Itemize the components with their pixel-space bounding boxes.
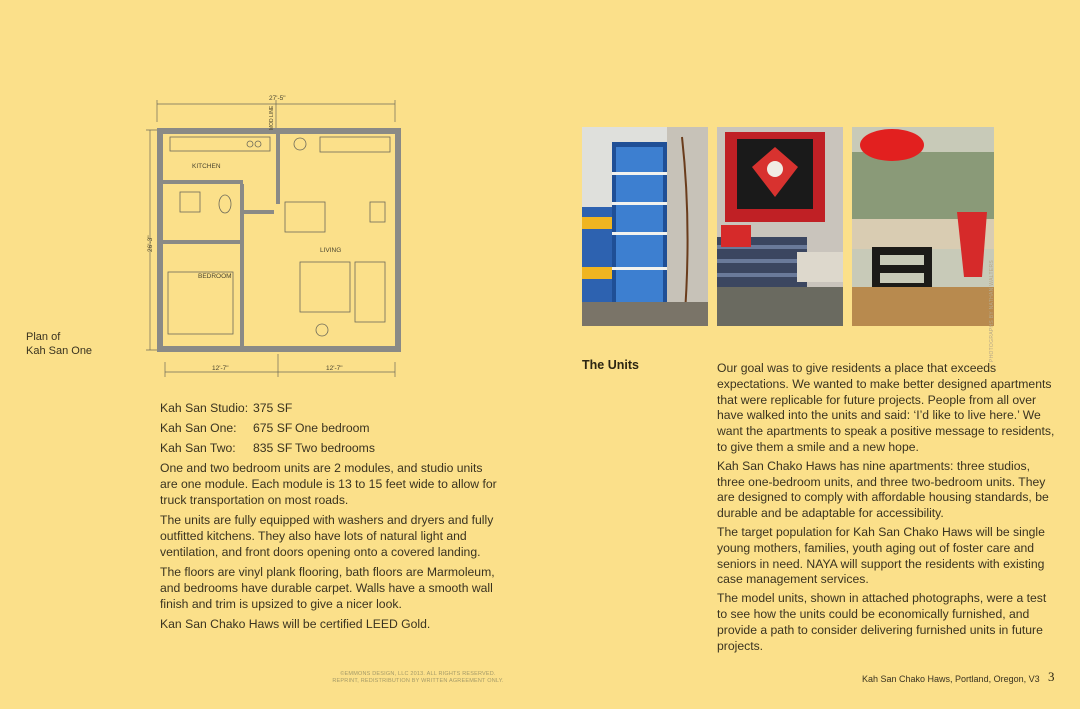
spec-row-studio — [160, 400, 500, 416]
plan-dim-overall: 27'-5" — [269, 95, 286, 102]
spec-name: Kah San Studio: — [160, 401, 249, 415]
footer-text: Kah San Chako Haws, Portland, Oregon, V3 — [862, 674, 1040, 684]
plan-label-kitchen: KITCHEN — [192, 163, 221, 170]
plan-caption-line2: Kah San One — [26, 345, 93, 357]
photo-credit: PHOTOGRAPHS BY NATHAN WALTERS — [989, 260, 995, 363]
spec-name: Kah San One: — [160, 421, 237, 435]
spec-row-two — [160, 440, 500, 456]
left-paragraph: The units are fully equipped with washers and dryers and fully outfitted kitchens. They also have lots of natural light and ventilation, and front doors opening onto a covered landing. — [160, 513, 494, 559]
plan-caption — [26, 330, 92, 358]
spec-area: 675 SF — [253, 421, 293, 435]
plan-dim-height: 26'-3" — [147, 235, 154, 252]
left-text-column — [160, 400, 500, 636]
floor-plan-drawing — [140, 92, 420, 382]
photo-bedroom — [717, 127, 843, 326]
left-paragraph: The floors are vinyl plank flooring, bath floors are Marmoleum, and bedrooms have durable carpet. Walls have a smooth wall finish and trim is upsized to give a nicer look. — [160, 565, 495, 611]
spec-desc: Two bedrooms — [295, 441, 375, 455]
plan-mod-line: MOD LINE — [269, 105, 275, 130]
right-paragraph: The model units, shown in attached photographs, were a test to see how the units could be economically furnished, and provide a path to consider delivering furnished units in future projects. — [717, 591, 1047, 653]
right-paragraph: Kah San Chako Haws has nine apartments: three studios, three one-bedroom units, and three two-bedroom units. They are designed to comply with affordable housing standards, be durable and be adaptable for accessibility. — [717, 458, 1049, 521]
plan-label-living: LIVING — [320, 247, 342, 254]
floor-plan — [140, 92, 420, 382]
plan-dim-right: 12'-7" — [326, 365, 343, 372]
plan-dim-left: 12'-7" — [212, 365, 229, 372]
page-number: 3 — [1048, 669, 1055, 684]
spec-area: 835 SF — [253, 441, 293, 455]
photo-bookshelf — [582, 127, 708, 326]
section-title: The Units — [582, 358, 639, 372]
right-paragraph: Our goal was to give residents a place that exceeds expectations. We wanted to make better designed apartments that were replicable for future projects. People from all over have walked into the units and said: ‘I’d like to live here.’ We want the apartments to speak a positive message to residents, to give them a smile and a new hope. — [717, 361, 1055, 454]
left-paragraph: One and two bedroom units are 2 modules, and studio units are one module. Each module is 13 to 15 feet wide to allow for truck transportation on most roads. — [160, 461, 497, 507]
copyright-line2: REPRINT, REDISTRIBUTION BY WRITTEN AGREEMENT ONLY. — [332, 678, 504, 684]
copyright-notice — [318, 671, 518, 685]
right-paragraph: The target population for Kah San Chako Haws will be single young mothers, families, youth aging out of foster care and seniors in need. NAYA will support the residents with existing case management services. — [717, 524, 1045, 587]
spec-area: 375 SF — [253, 401, 293, 415]
copyright-line1: ©EMMONS DESIGN, LLC 2013. ALL RIGHTS RESERVED. — [340, 671, 496, 677]
plan-label-bedroom: BEDROOM — [198, 273, 232, 280]
photo-dining — [852, 127, 994, 326]
right-text-column — [717, 361, 1057, 657]
plan-caption-line1: Plan of — [26, 331, 61, 343]
spec-name: Kah San Two: — [160, 441, 236, 455]
spec-row-one — [160, 420, 500, 436]
spec-desc: One bedroom — [295, 421, 370, 435]
left-paragraph: Kan San Chako Haws will be certified LEED Gold. — [160, 617, 431, 631]
